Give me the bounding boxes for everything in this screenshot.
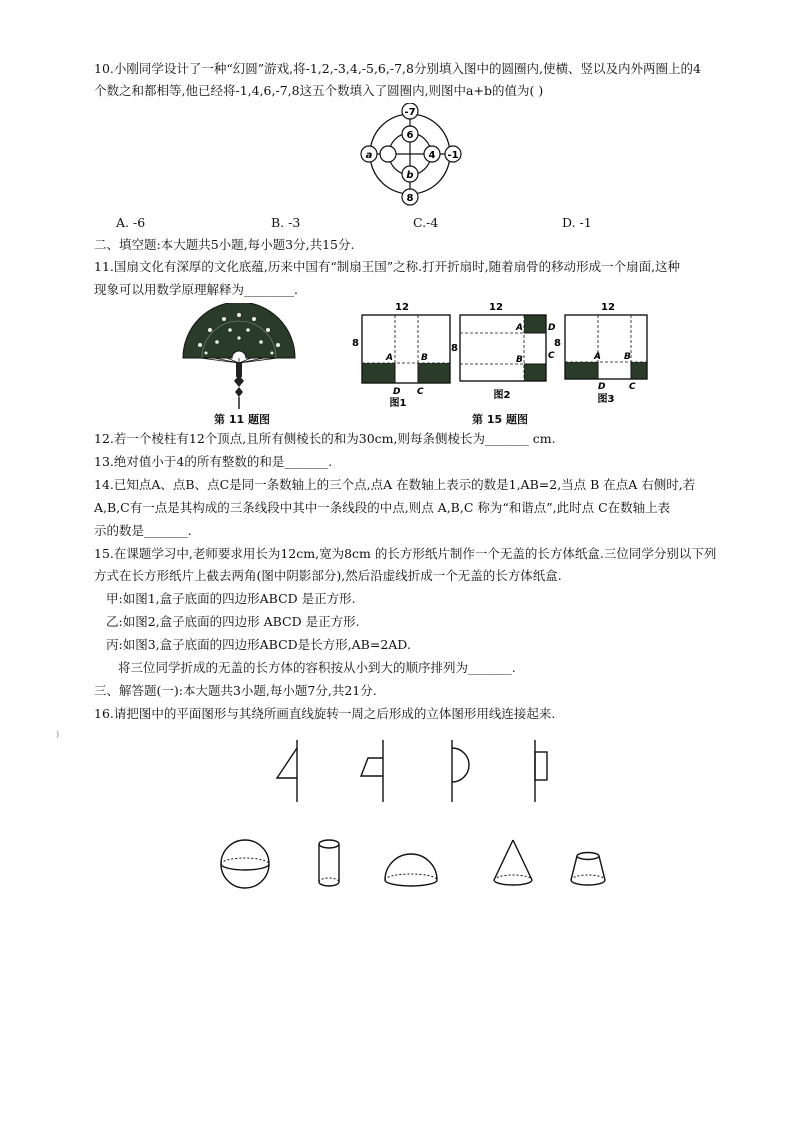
q13-text: 13.绝对值小于4的所有整数的和是_______. — [94, 454, 333, 469]
svg-text:B: B — [624, 352, 631, 362]
svg-text:A: A — [386, 353, 393, 363]
q10-option-d: D. -1 — [562, 215, 592, 230]
svg-text:12: 12 — [489, 302, 503, 313]
frustum-shape — [571, 853, 605, 886]
q15-bing: 丙:如图3,盒子底面的四边形ABCD是长方形,AB=2AD. — [106, 637, 411, 652]
q14-line3: 示的数是_______. — [94, 523, 192, 538]
svg-text:D: D — [548, 323, 556, 333]
q15-line1: 15.在课题学习中,老师要求用长为12cm,宽为8cm 的长方形纸片制作一个无盖的长方体纸盒.三位同学分别以下列 — [94, 546, 717, 561]
sphere-shape — [221, 840, 269, 888]
svg-text:B: B — [516, 355, 523, 365]
svg-text:A: A — [516, 323, 523, 333]
rectangle-shape — [535, 740, 547, 802]
circle-left-label: a — [365, 150, 373, 161]
folding-fan-image — [180, 303, 298, 411]
figure-3 — [552, 298, 660, 408]
solid-figures — [215, 836, 615, 892]
svg-text:8: 8 — [451, 343, 458, 354]
svg-text:A: A — [594, 352, 601, 362]
q15-jia: 甲:如图1,盒子底面的四边形ABCD 是正方形. — [106, 591, 356, 606]
trapezoid-shape — [361, 740, 383, 802]
q15-line2: 方式在长方形纸片上截去两角(图中阴影部分),然后沿虚线折成一个无盖的长方体纸盒. — [94, 568, 562, 583]
section-3-heading: 三、解答题(一):本大题共3小题,每小题7分,共21分. — [94, 683, 377, 698]
svg-text:C: C — [548, 351, 555, 361]
q10-option-c: C.-4 — [413, 215, 439, 230]
right-triangle-shape — [277, 740, 297, 802]
svg-text:C: C — [417, 387, 424, 397]
circle-bottom-label: 8 — [406, 193, 414, 204]
circle-right-label: -1 — [447, 150, 459, 161]
circle-inner-right-label: 4 — [428, 150, 436, 161]
magic-circle-figure — [355, 103, 465, 209]
q14-line2: A,B,C有一点是其构成的三条线段中其中一条线段的中点,则点 A,B,C 称为“和谐点”,此时点 C在数轴上表 — [94, 500, 671, 515]
hemisphere-shape — [385, 854, 437, 886]
svg-text:8: 8 — [352, 338, 359, 349]
q16-text: 16.请把图中的平面图形与其绕所画直线旋转一周之后形成的立体图形用线连接起来. — [94, 706, 556, 721]
q10-line1: 10.小刚同学设计了一种“幻圆”游戏,将-1,2,-3,4,-5,6,-7,8分别填入图中的圆圈内,使横、竖以及内外两圈上的4 — [94, 61, 701, 76]
svg-text:12: 12 — [395, 302, 409, 313]
svg-text:12: 12 — [601, 302, 615, 313]
fan-caption: 第 11 题图 — [214, 413, 270, 426]
figure-2 — [450, 298, 558, 410]
svg-text:D: D — [598, 382, 606, 392]
cone-shape — [494, 840, 532, 885]
figure-1 — [348, 298, 456, 408]
semicircle-shape — [452, 740, 469, 802]
fig3-caption: 图3 — [597, 394, 615, 405]
q10-option-a: A. -6 — [116, 215, 146, 230]
q15-figure-caption: 第 15 题图 — [472, 413, 528, 426]
margin-mark: ) — [56, 730, 60, 739]
q12-text: 12.若一个棱柱有12个顶点,且所有侧棱长的和为30cm,则每条侧棱长为_______ cm. — [94, 431, 556, 446]
circle-inner-bottom-label: b — [406, 170, 414, 181]
q10-line2: 个数之和都相等,他已经将-1,4,6,-7,8这五个数填入了圆圈内,则图中a+b的值为( ) — [94, 83, 544, 98]
circle-inner-top-label: 6 — [406, 130, 414, 141]
fig1-caption: 图1 — [389, 398, 407, 408]
svg-text:D: D — [393, 387, 401, 397]
q10-option-b: B. -3 — [271, 215, 301, 230]
svg-text:C: C — [629, 382, 636, 392]
section-2-heading: 二、填空题:本大题共5小题,每小题3分,共15分. — [94, 237, 355, 252]
svg-text:8: 8 — [554, 338, 561, 349]
q14-line1: 14.已知点A、点B、点C是同一条数轴上的三个点,点A 在数轴上表示的数是1,AB=2,当点 B 在点A 右侧时,若 — [94, 477, 696, 492]
plane-figures — [265, 738, 565, 804]
fig2-caption: 图2 — [493, 390, 511, 401]
q11-line1: 11.国扇文化有深厚的文化底蕴,历来中国有“制扇王国”之称.打开折扇时,随着扇骨的移动形成一个扇面,这种 — [94, 259, 681, 274]
q15-yi: 乙:如图2,盒子底面的四边形 ABCD 是正方形. — [106, 614, 360, 629]
circle-top-label: -7 — [404, 107, 416, 118]
svg-text:B: B — [421, 353, 428, 363]
cylinder-shape — [319, 840, 339, 886]
q11-line2: 现象可以用数学原理解释为________. — [94, 282, 298, 297]
q15-conclusion: 将三位同学折成的无盖的长方体的容积按从小到大的顺序排列为_______. — [118, 660, 516, 675]
